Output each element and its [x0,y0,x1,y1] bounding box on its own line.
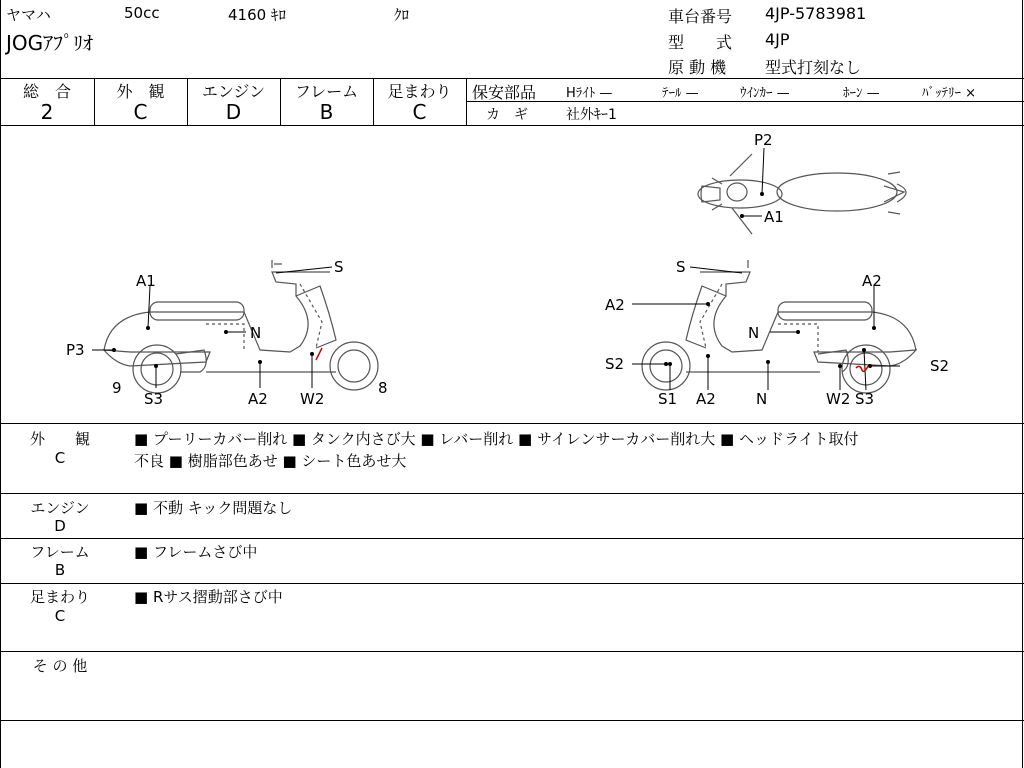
safety-item-taillight: ﾃｰﾙ — [662,86,699,101]
remark-grade-frame: B [54,561,66,579]
label-w2: W2 [300,390,325,408]
label-a2: A2 [605,296,625,314]
label-s1: S1 [658,390,678,408]
label-a2: A2 [248,390,268,408]
score-label-overall: 総 合 [22,82,71,101]
remark-label-engine: エンジン [30,499,90,517]
type-label: 型 式 [668,33,733,52]
label-s3: S3 [144,390,164,408]
label-a1: A1 [136,272,156,290]
remark-grade-exterior: C [54,449,66,467]
maker-text: ヤマハ [6,6,51,24]
remark-text-frame: ■ フレームさび中 [134,543,258,561]
remark-grade-engine: D [54,517,66,535]
divider [0,538,1024,539]
mileage-text: 4160 ｷﾛ [228,6,286,24]
score-label-engine: エンジン [201,82,266,101]
key-label: カ ギ [486,107,528,123]
label-w2: W2 [826,390,851,408]
score-value-frame: B [319,100,334,124]
remark-label-other: そ の 他 [32,657,88,675]
engine-value: 型式打刻なし [765,58,862,77]
model-name: JOGｱﾌﾟﾘｵ [6,31,94,55]
frame-right-border [1022,0,1023,768]
score-value-suspension: C [412,100,427,124]
label-9: 9 [112,379,122,397]
remark-text-suspension: ■ Rサス摺動部さび中 [134,588,283,606]
score-value-overall: 2 [40,100,54,124]
score-value-exterior: C [133,100,148,124]
remark-text-engine: ■ 不動 キック問題なし [134,499,293,517]
label-s: S [676,258,686,276]
label-a2: A2 [862,272,882,290]
damage-mark [856,366,868,371]
safety-item-battery: ﾊﾞｯﾃﾘｰ × [922,86,977,101]
divider [0,583,1024,584]
score-label-frame: フレーム [294,82,359,101]
divider [466,101,1024,102]
label-n: N [250,324,262,342]
label-s2: S2 [605,355,625,373]
remark-text-exterior-line1: ■ プーリーカバー削れ ■ タンク内さび大 ■ レバー削れ ■ サイレンサーカバー削れ大 ■ ヘッドライト取付 [134,430,859,448]
label-p3: P3 [66,341,85,359]
remark-label-frame: フレーム [30,543,90,561]
score-label-exterior: 外 観 [116,82,165,101]
safety-item-headlight: Hﾗｲﾄ — [566,86,613,101]
displacement-text: 50cc [124,4,160,22]
damage-diagram [0,126,1022,423]
label-a2: A2 [696,390,716,408]
divider [0,720,1024,721]
damage-mark [316,348,322,360]
label-p2: P2 [754,131,773,149]
safety-parts-title: 保安部品 [472,83,537,102]
engine-label: 原 動 機 [668,58,727,77]
label-s2: S2 [930,357,950,375]
label-8: 8 [378,379,388,397]
remark-label-exterior: 外 観 [29,430,90,448]
type-value: 4JP [765,30,790,49]
scooter-top-view [698,154,906,234]
remark-text-exterior-line2: 不良 ■ 樹脂部色あせ ■ シート色あせ大 [134,452,407,470]
divider [0,651,1024,652]
divider [466,78,467,125]
score-value-engine: D [225,100,242,124]
frame-no-label: 車台番号 [668,7,733,26]
score-label-suspension: 足まわり [387,82,452,101]
label-a1: A1 [764,208,784,226]
divider [0,493,1024,494]
frame-no-value: 4JP-5783981 [765,4,867,23]
key-value: 社外ｷｰ1 [566,107,617,123]
label-s3: S3 [855,390,875,408]
remark-label-suspension: 足まわり [29,588,90,606]
divider [0,423,1024,424]
label-n: N [756,390,768,408]
safety-item-winker: ｳｲﾝｶｰ — [740,86,790,101]
label-n: N [748,324,760,342]
label-s: S [334,258,344,276]
remark-grade-suspension: C [54,607,66,625]
safety-item-horn: ﾎｰﾝ — [843,86,880,101]
color-text: ｸﾛ [394,6,410,24]
